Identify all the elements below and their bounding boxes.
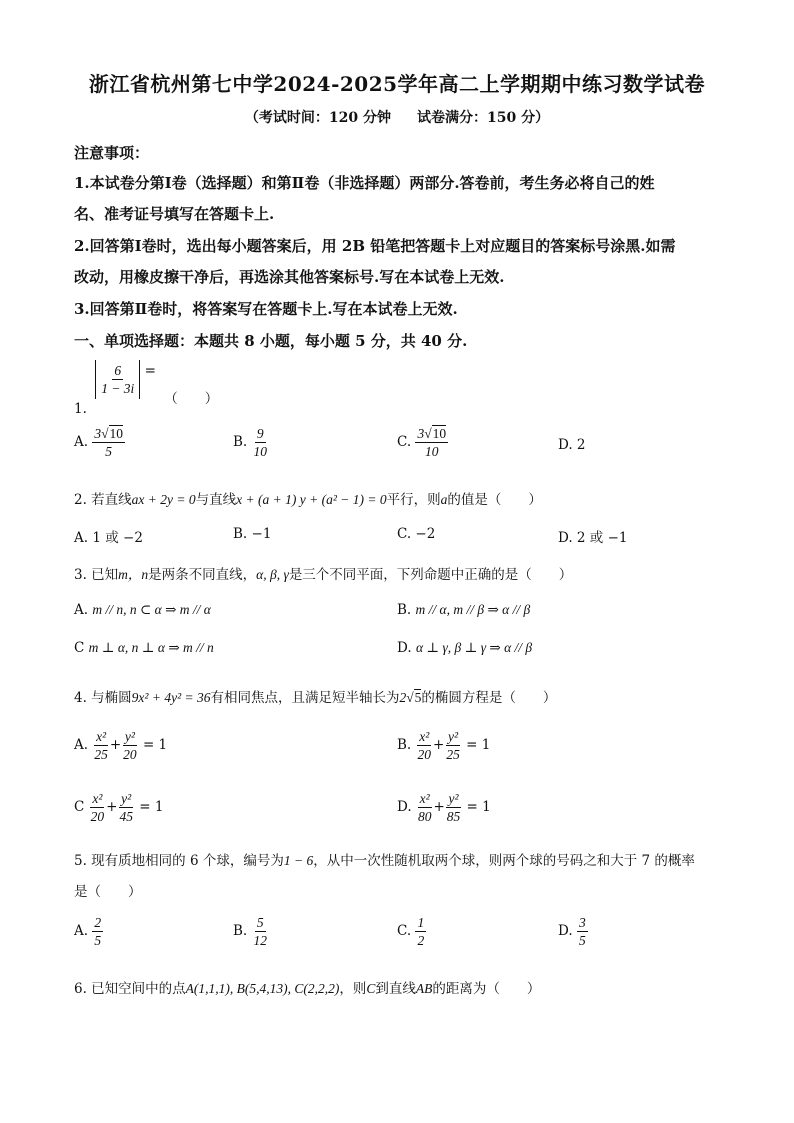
q1-option-b: B. $\frac{9}{10}$ [233, 426, 268, 459]
q2-option-a: A. 1 或 −2 [74, 530, 143, 546]
q1-number: 1. [74, 401, 87, 417]
q3-option-d: D. α ⊥ γ, β ⊥ γ ⇒ α // β [397, 640, 533, 656]
note-2b: 改动，用橡皮擦干净后，再选涂其他答案标号.写在本试卷上无效. [74, 268, 505, 286]
q2-option-d: D. 2 或 −1 [558, 530, 628, 546]
q1-option-c: C. $\frac{3√10}{10}$ [397, 426, 447, 459]
q5-option-d: D. $\frac{3}{5}$ [558, 915, 586, 948]
q1-fraction: $\frac{6}{1 - 3i}$ [101, 363, 135, 396]
note-3: 3.回答第Ⅱ卷时，将答案写在答题卡上.写在本试卷上无效. [74, 300, 458, 318]
question-2: 2. 若直线ax + 2y = 0与直线x + (a + 1) y + (a² − 1) = 0平行，则a的值是（ ） [74, 492, 542, 508]
exam-subtitle [0, 107, 794, 127]
note-2a: 2.回答第Ⅰ卷时，选出每小题答案后，用 2B 铅笔把答题卡上对应题目的答案标号涂黑.如需 [74, 237, 676, 255]
q4-option-a: A. $\frac{\text{x²}}{25}$ + $\frac{\text{y²}}{20}$ = 1 [74, 729, 168, 762]
question-4: 4. 与椭圆9x² + 4y² = 36有相同焦点，且满足短半轴长为2√5的椭圆方程是（ ） [74, 690, 557, 706]
exam-score: 试卷满分：150 分） [417, 110, 550, 126]
q1-answer-paren: （ ） [164, 391, 219, 407]
question-3: 3. 已知m，n是两条不同直线，α, β, γ是三个不同平面，下列命题中正确的是（ ） [74, 567, 573, 583]
exam-title: 浙江省杭州第七中学2024-2025学年高二上学期期中练习数学试卷 [88, 72, 706, 96]
q2-option-b: B. −1 [233, 526, 272, 542]
exam-time: （考试时间：120 分钟 [244, 110, 391, 126]
note-1b: 名、准考证号填写在答题卡上. [74, 205, 275, 223]
question-6: 6. 已知空间中的点A(1,1,1), B(5,4,13), C(2,2,2)，则C到直线AB的距离为（ ） [74, 981, 541, 997]
note-1a: 1.本试卷分第Ⅰ卷（选择题）和第Ⅱ卷（非选择题）两部分.答卷前，考生务必将自己的姓 [74, 174, 655, 192]
question-1: 1. $\frac{6}{1 - 3i}$ = （ ） [74, 360, 218, 399]
question-5-line-2: 是（ ） [74, 884, 142, 900]
q3-option-a: A. m // n, n ⊂ α ⇒ m // α [74, 602, 211, 618]
q1-option-d: D. 2 [558, 437, 586, 453]
q4-option-b: B. $\frac{\text{x²}}{20}$ + $\frac{\text{y²}}{25}$ = 1 [397, 729, 491, 762]
q3-option-b: B. m // α, m // β ⇒ α // β [397, 602, 531, 618]
q3-option-c: C m ⊥ α, n ⊥ α ⇒ m // n [74, 640, 214, 656]
q1-option-a: A. $\frac{3√10}{5}$ [74, 426, 124, 459]
q4-option-d: D. $\frac{\text{x²}}{80}$ + $\frac{\text{y²}}{85}$ = 1 [397, 791, 491, 824]
q5-option-b: B. $\frac{5}{12}$ [233, 915, 268, 948]
notes-heading: 注意事项： [74, 144, 150, 162]
q5-option-c: C. $\frac{1}{2}$ [397, 915, 425, 948]
q1-abs-expression [95, 360, 140, 399]
q2-option-c: C. −2 [397, 526, 436, 542]
section-1-heading: 一、单项选择题：本题共 8 小题，每小题 5 分，共 40 分. [74, 332, 468, 350]
q4-option-c: C $\frac{\text{x²}}{20}$ + $\frac{\text{y²}}{45}$ = 1 [74, 791, 164, 824]
q5-option-a: A. $\frac{2}{5}$ [74, 915, 102, 948]
question-5-line-1: 5. 现有质地相同的 6 个球，编号为1 − 6，从中一次性随机取两个球，则两个球的号码之和大于 7 的概率 [74, 853, 695, 869]
